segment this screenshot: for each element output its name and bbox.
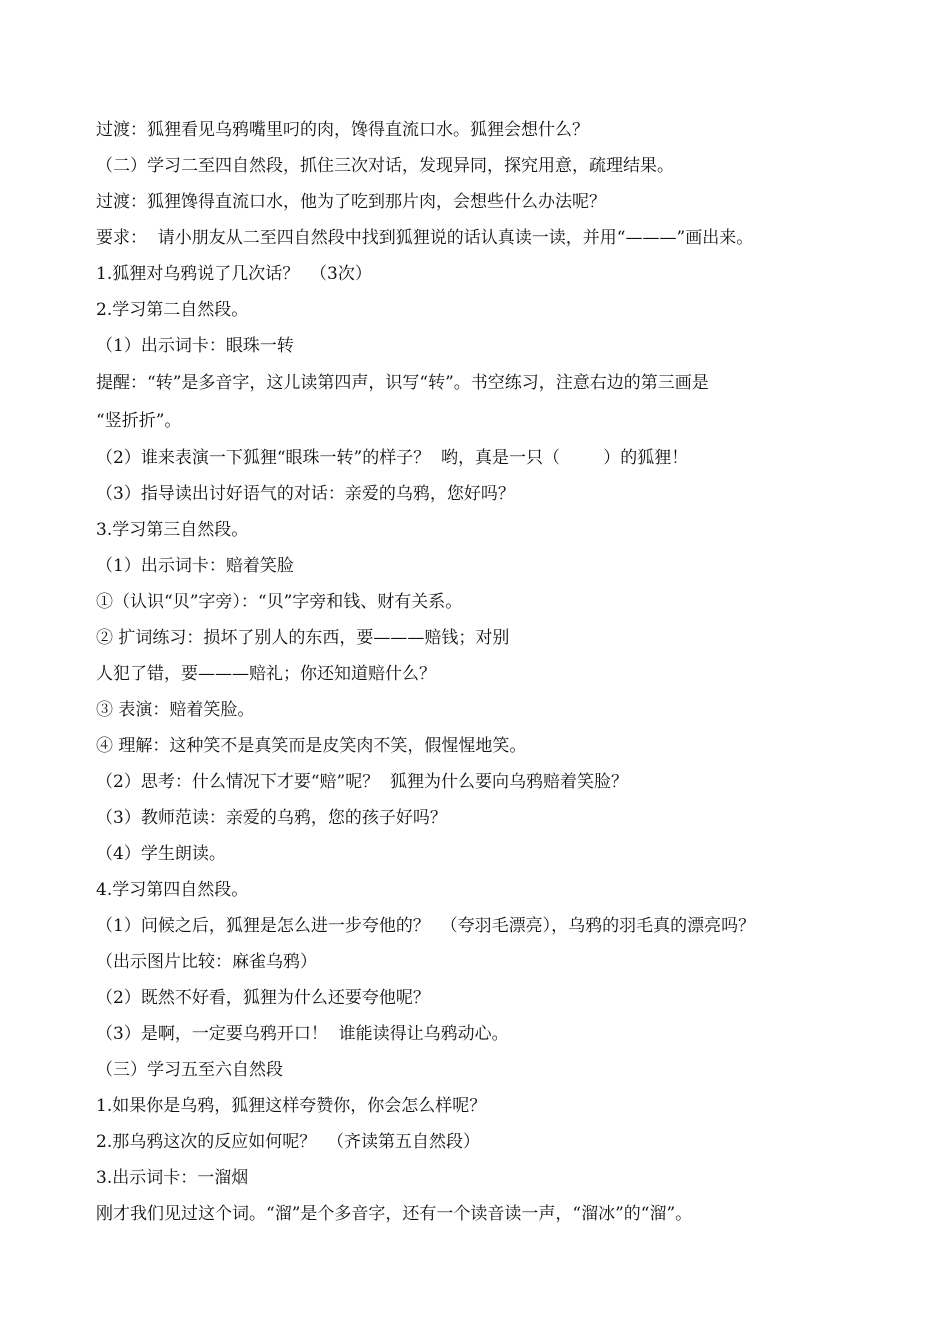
text-line: 人犯了错，要———赔礼；你还知道赔什么？ [96, 664, 436, 684]
text-line: 过渡：狐狸看见乌鸦嘴里叼的肉，馋得直流口水。狐狸会想什么？ [96, 120, 589, 140]
text-line: 3.出示词卡：一溜烟 [96, 1168, 249, 1188]
text-line: （4）学生朗读。 [96, 844, 226, 864]
text-line: （1）出示词卡：赔着笑脸 [96, 556, 294, 576]
text-line: （出示图片比较：麻雀乌鸦） [96, 952, 317, 972]
text-line: （3）是啊，一定要乌鸦开口！ 谁能读得让乌鸦动心。 [96, 1024, 509, 1044]
text-line: 2.那乌鸦这次的反应如何呢？ （齐读第五自然段） [96, 1132, 481, 1152]
text-line: （3）教师范读：亲爱的乌鸦，您的孩子好吗？ [96, 808, 447, 828]
text-line: （1）出示词卡：眼珠一转 [96, 336, 294, 356]
text-line: 4.学习第四自然段。 [96, 880, 249, 900]
section-heading: （二）学习二至四自然段，抓住三次对话，发现异同，探究用意，疏理结果。 [96, 156, 674, 176]
text-line: （2）谁来表演一下狐狸“眼珠一转”的样子？ 哟，真是一只（ ）的狐狸！ [96, 448, 689, 468]
text-line: 1.如果你是乌鸦，狐狸这样夸赞你，你会怎么样呢？ [96, 1096, 487, 1116]
text-line: ② 扩词练习：损坏了别人的东西，要———赔钱；对别 [96, 628, 510, 648]
text-line: 提醒：“转”是多音字，这儿读第四声，识写“转”。书空练习，注意右边的第三画是 [96, 373, 709, 393]
text-line: 过渡：狐狸馋得直流口水，他为了吃到那片肉，会想些什么办法呢？ [96, 192, 606, 212]
text-line: ③ 表演：赔着笑脸。 [96, 700, 255, 720]
text-line: ④ 理解：这种笑不是真笑而是皮笑肉不笑，假惺惺地笑。 [96, 736, 527, 756]
section-heading: （三）学习五至六自然段 [96, 1060, 283, 1080]
text-line: “竖折折”。 [96, 411, 182, 431]
text-line: （2）既然不好看，狐狸为什么还要夸他呢？ [96, 988, 430, 1008]
text-line: 1.狐狸对乌鸦说了几次话？ （3次） [96, 264, 372, 284]
text-line: 刚才我们见过这个词。“溜”是个多音字，还有一个读音读一声，“溜冰”的“溜”。 [96, 1204, 693, 1224]
text-line: （2）思考：什么情况下才要“赔”呢？ 狐狸为什么要向乌鸦赔着笑脸？ [96, 772, 629, 792]
text-line: 要求： 请小朋友从二至四自然段中找到狐狸说的话认真读一读，并用“———”画出来。 [96, 228, 754, 248]
text-line: （3）指导读出讨好语气的对话：亲爱的乌鸦，您好吗？ [96, 484, 515, 504]
document-body [96, 112, 866, 1232]
text-line: （1）问候之后，狐狸是怎么进一步夸他的？ （夸羽毛漂亮），乌鸦的羽毛真的漂亮吗？ [96, 916, 756, 936]
text-line: 3.学习第三自然段。 [96, 520, 249, 540]
text-line: 2.学习第二自然段。 [96, 300, 249, 320]
text-line: ①（认识“贝”字旁）：“贝”字旁和钱、财有关系。 [96, 592, 463, 612]
